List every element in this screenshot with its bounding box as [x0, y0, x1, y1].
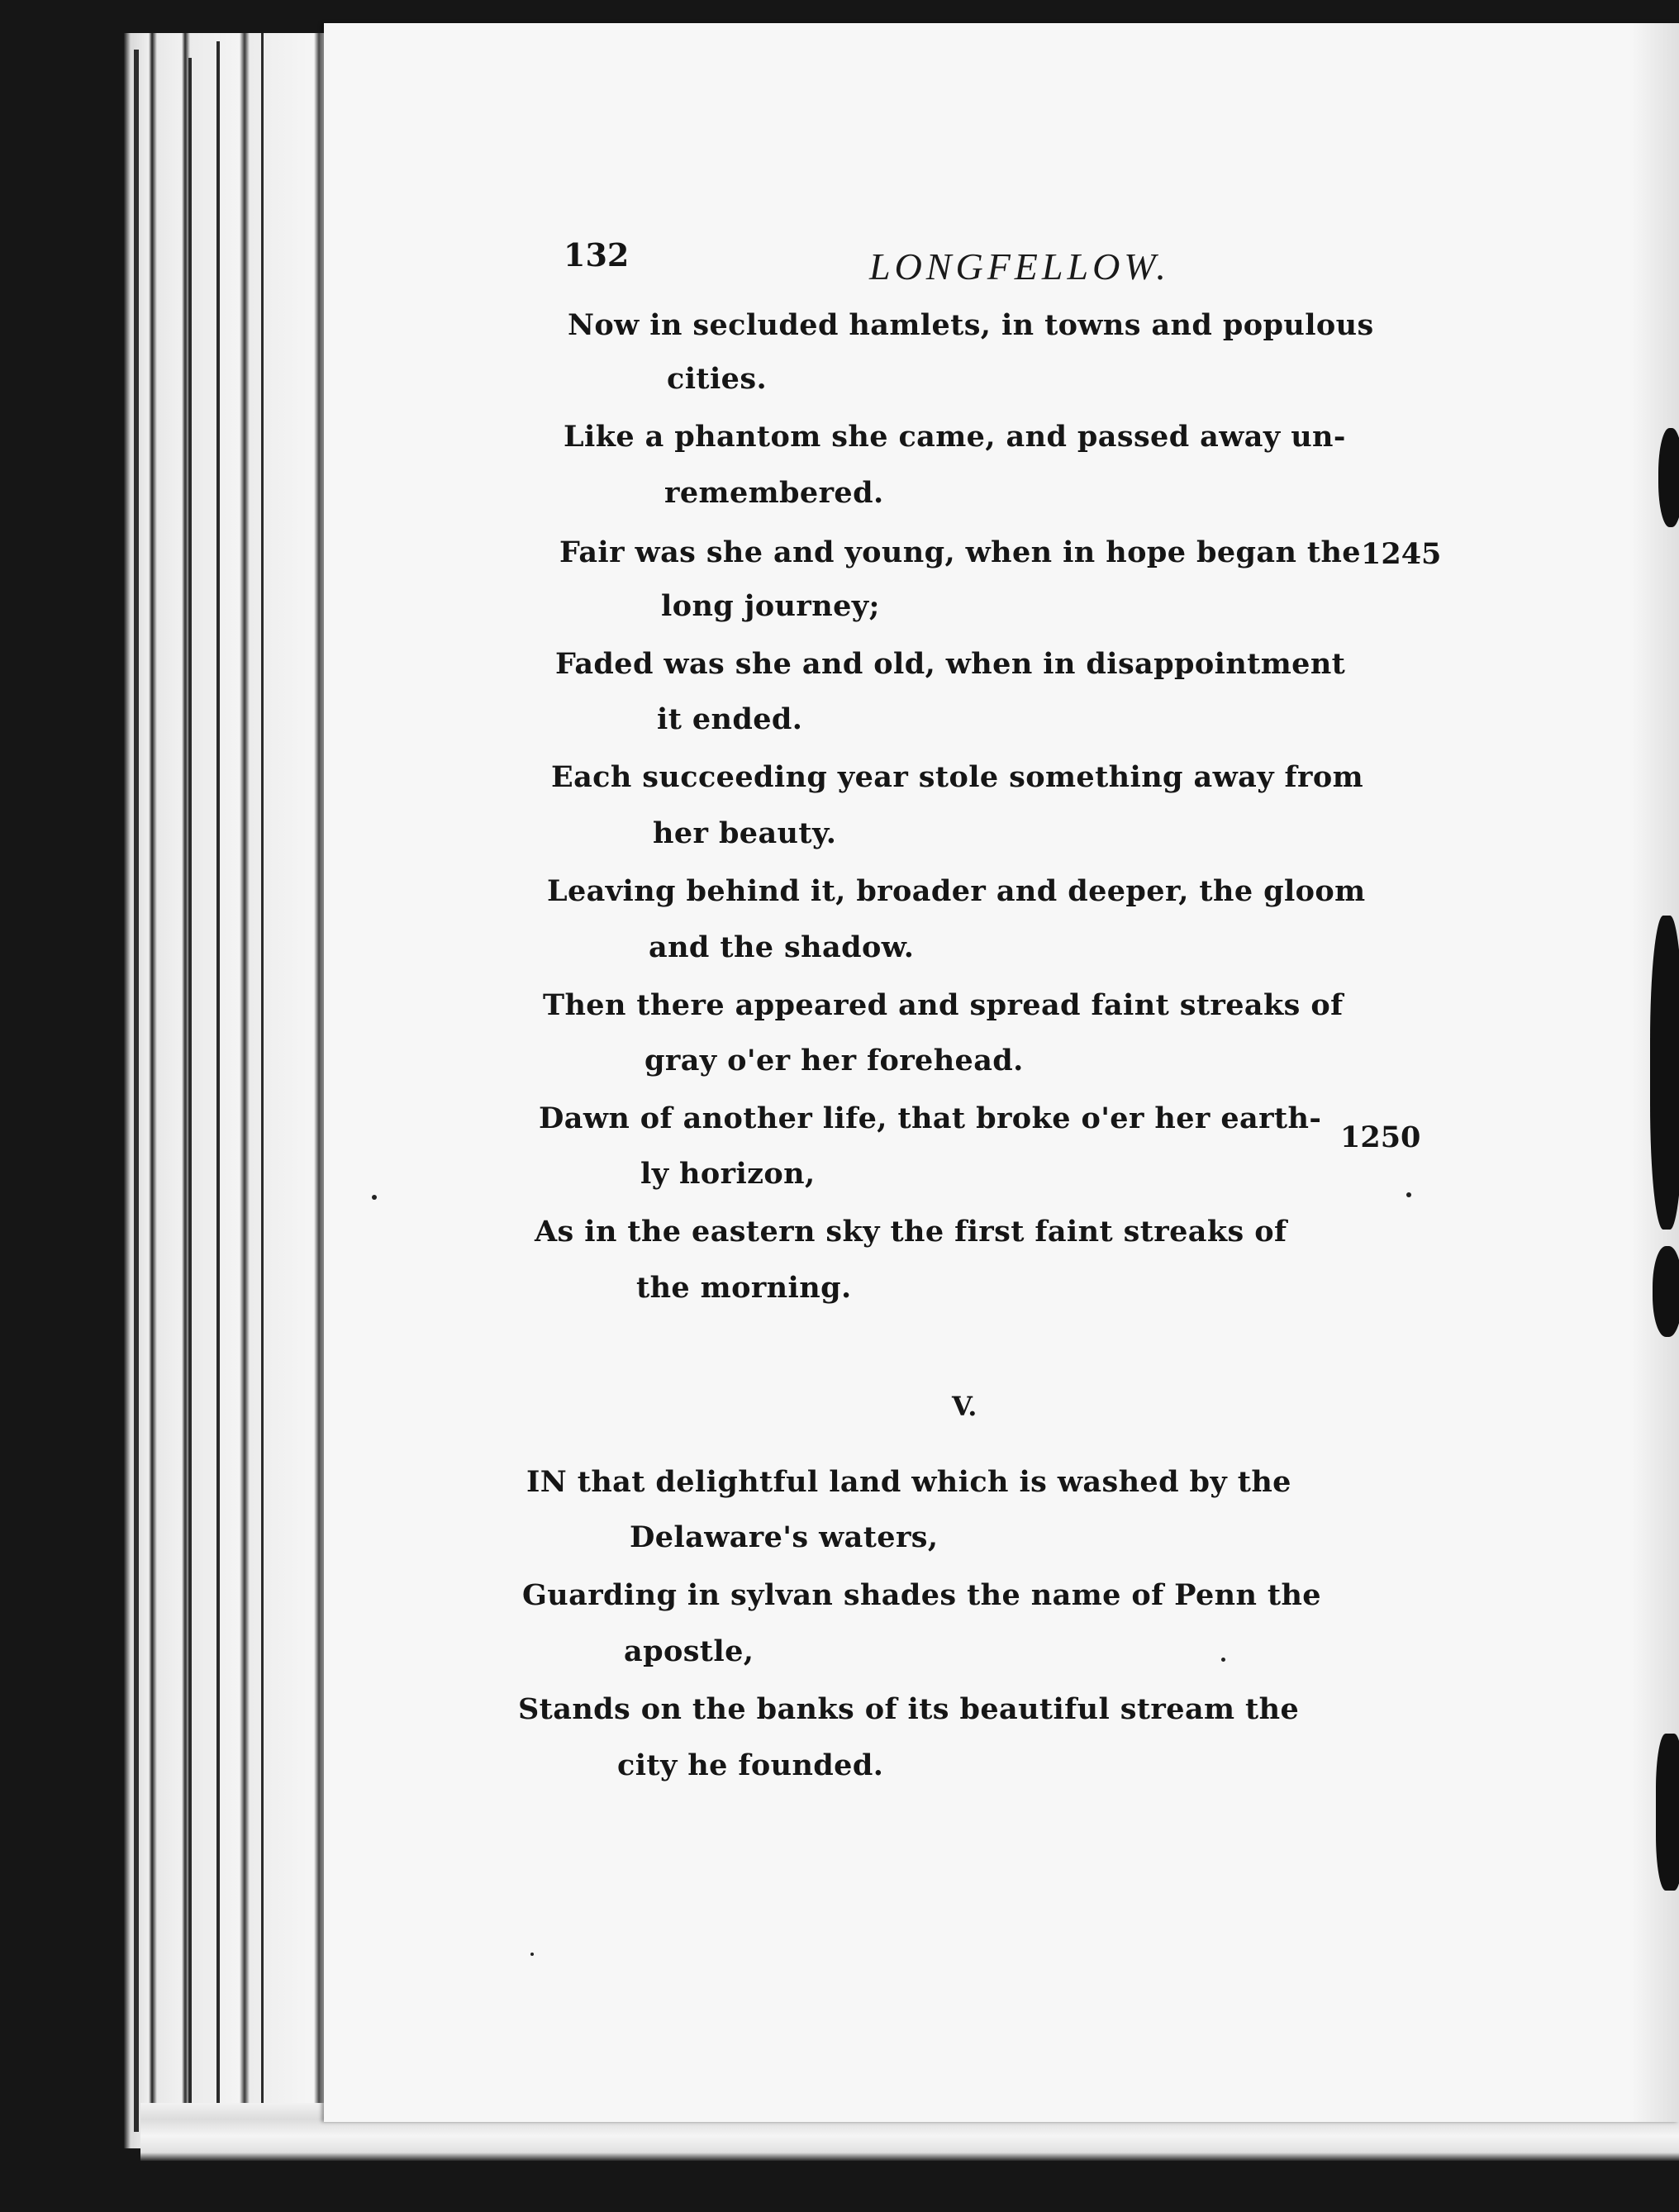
- page-edge-line: [261, 33, 264, 2124]
- page-edge-line: [188, 58, 192, 2124]
- verse-continuation: Delaware's waters,: [630, 1520, 939, 1554]
- scan-speck: [372, 1195, 377, 1200]
- ink-blot: [1656, 1734, 1679, 1891]
- verse-line: Each succeeding year stole something away from: [551, 760, 1364, 794]
- verse-continuation: it ended.: [657, 702, 803, 736]
- poem-text: [324, 23, 1679, 2122]
- scan-speck: [1406, 1192, 1411, 1197]
- verse-line: As in the eastern sky the first faint streaks of: [535, 1215, 1287, 1249]
- line-number: 1250: [1340, 1120, 1421, 1154]
- running-title: LONGFELLOW.: [869, 245, 1170, 288]
- verse-continuation: gray o'er her forehead.: [644, 1044, 1024, 1077]
- verse-line: Fair was she and young, when in hope began the: [559, 535, 1361, 569]
- verse-line: Dawn of another life, that broke o'er her earth-: [539, 1101, 1322, 1135]
- ink-blot: [1653, 1246, 1679, 1337]
- verse-continuation: remembered.: [664, 476, 884, 510]
- verse-line: IN that delightful land which is washed by the: [526, 1465, 1291, 1499]
- scan-speck: [1221, 1658, 1225, 1662]
- page-stack-edges: [124, 33, 339, 2148]
- verse-continuation: city he founded.: [617, 1748, 884, 1782]
- page-edge-line: [134, 50, 139, 2132]
- verse-line: Like a phantom she came, and passed away un-: [564, 420, 1346, 454]
- verse-continuation: and the shadow.: [649, 930, 915, 964]
- verse-continuation: apostle,: [624, 1634, 754, 1668]
- verse-continuation: cities.: [667, 362, 768, 396]
- verse-continuation: ly horizon,: [640, 1157, 816, 1191]
- verse-line: Faded was she and old, when in disappointment: [555, 647, 1346, 681]
- verse-line: Now in secluded hamlets, in towns and populous: [568, 308, 1374, 342]
- book-page: [324, 23, 1679, 2122]
- verse-continuation: her beauty.: [653, 816, 837, 850]
- verse-line: Stands on the banks of its beautiful stream the: [518, 1692, 1300, 1726]
- verse-line: Leaving behind it, broader and deeper, the gloom: [547, 874, 1366, 908]
- ink-blot: [1650, 916, 1679, 1230]
- verse-line: Then there appeared and spread faint streaks of: [543, 988, 1344, 1022]
- ink-blot: [1658, 428, 1679, 527]
- line-number: 1245: [1361, 537, 1442, 571]
- verse-continuation: the morning.: [636, 1271, 852, 1305]
- verse-continuation: long journey;: [661, 589, 880, 623]
- page-edge-line: [216, 41, 220, 2124]
- page-number: 132: [564, 236, 630, 274]
- scan-speck: [530, 1953, 534, 1956]
- verse-line: Guarding in sylvan shades the name of Penn the: [522, 1578, 1321, 1612]
- section-numeral: V.: [952, 1391, 977, 1422]
